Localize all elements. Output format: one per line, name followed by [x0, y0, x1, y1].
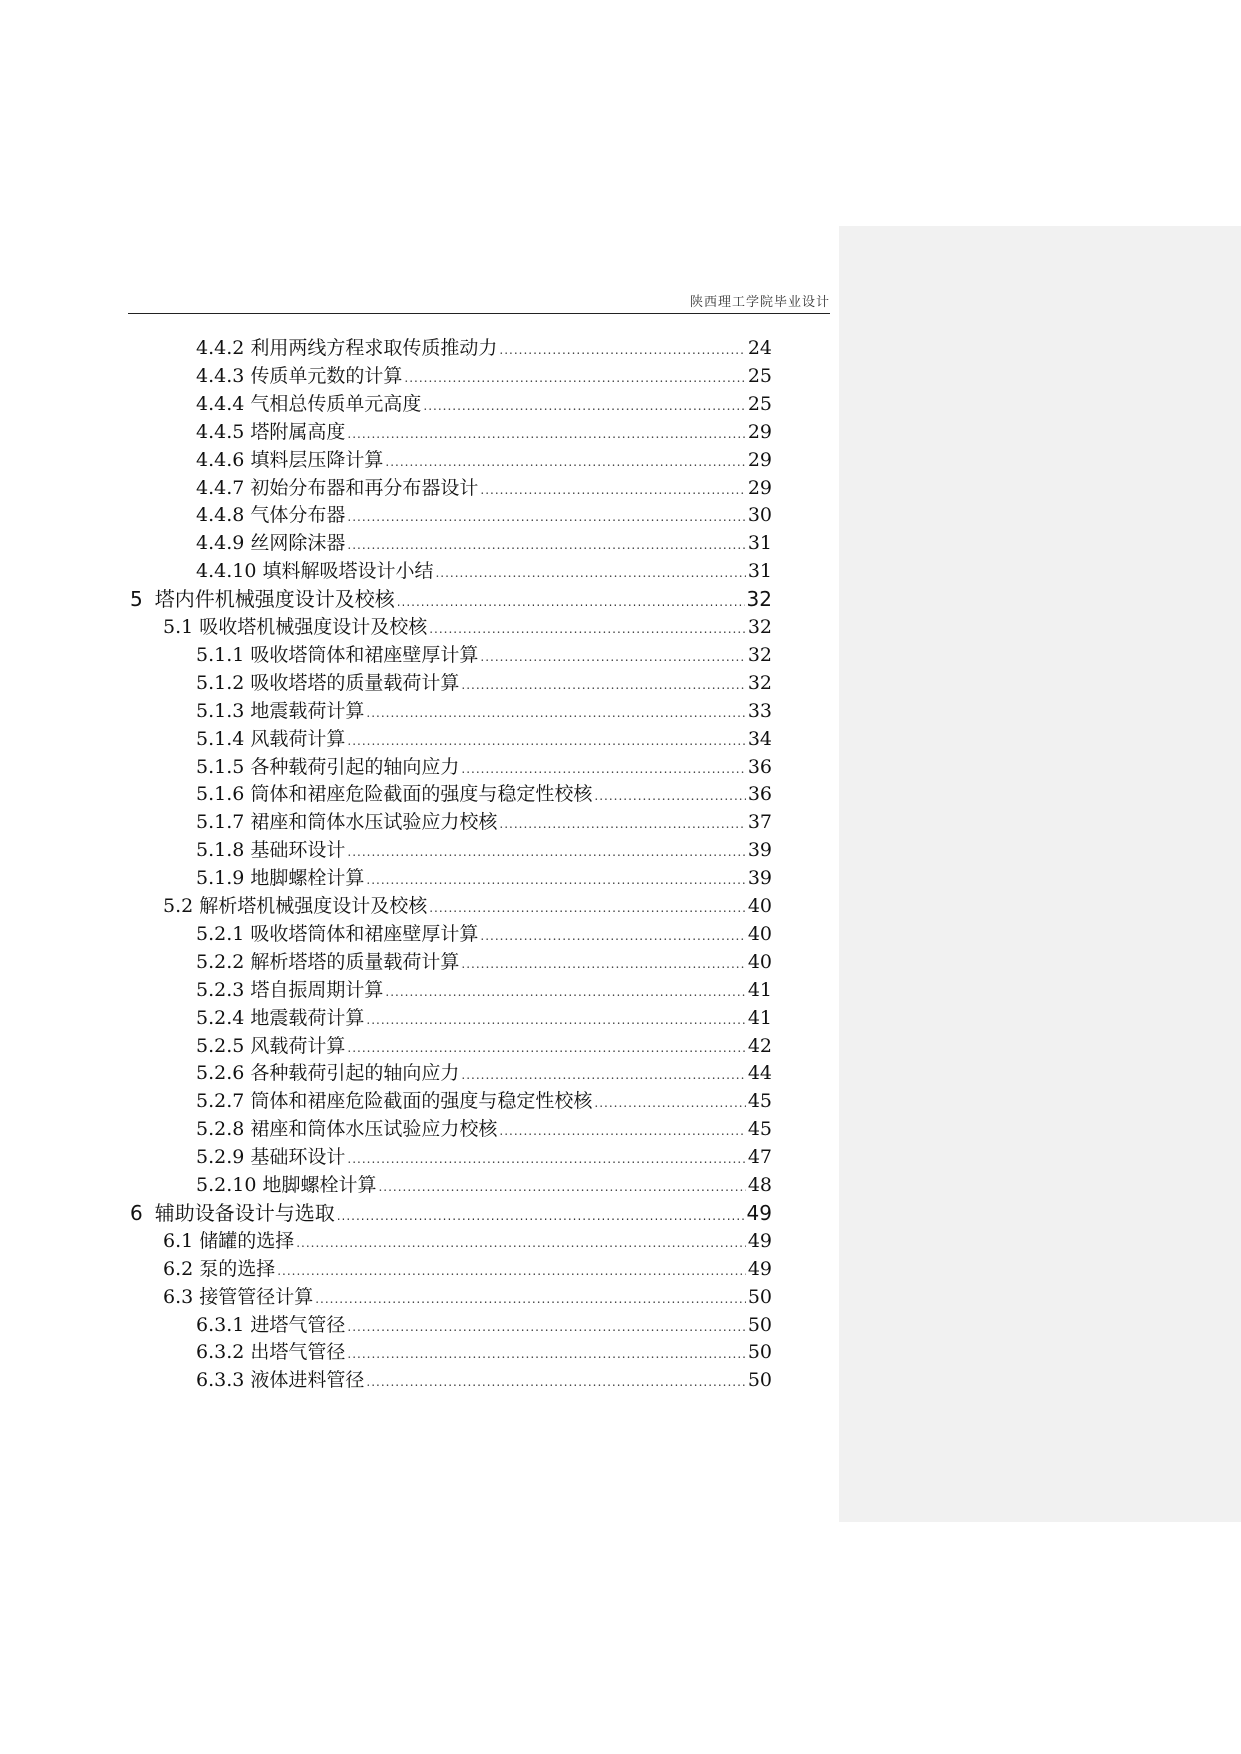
toc-entry-page: 42 — [747, 1034, 772, 1057]
toc-entry-number: 5.2.3 — [196, 978, 245, 1001]
toc-entry[interactable] — [196, 1005, 772, 1031]
toc-entry-page: 29 — [747, 448, 772, 471]
toc-entry[interactable] — [196, 1144, 772, 1170]
dot-leader — [347, 1035, 745, 1061]
toc-entry-number: 4.4.9 — [196, 532, 245, 555]
toc-entry-page: 39 — [747, 839, 772, 862]
dot-leader — [385, 979, 745, 1005]
toc-entry-number: 6.3.2 — [196, 1341, 245, 1364]
toc-entry[interactable] — [163, 1228, 772, 1254]
dot-leader — [480, 644, 745, 670]
toc-entry-title: 吸收塔塔的质量载荷计算 — [250, 671, 460, 694]
page-header — [128, 291, 830, 314]
toc-entry-number: 6.3 — [163, 1285, 194, 1308]
toc-entry-page: 32 — [747, 643, 772, 666]
toc-entry-number: 6.3.3 — [196, 1369, 245, 1392]
toc-entry-page: 32 — [746, 587, 772, 612]
toc-entry[interactable] — [196, 419, 772, 445]
toc-entry[interactable] — [196, 1033, 772, 1059]
toc-entry-number: 5.2.7 — [196, 1090, 245, 1113]
dot-leader — [277, 1258, 746, 1284]
toc-entry[interactable] — [163, 893, 772, 919]
toc-entry-page: 49 — [747, 1229, 772, 1252]
toc-entry[interactable] — [196, 475, 772, 501]
toc-entry-number: 5.1.2 — [196, 671, 245, 694]
toc-entry-page: 40 — [747, 922, 772, 945]
toc-entry-page: 40 — [747, 895, 772, 917]
toc-entry-page: 50 — [747, 1341, 772, 1364]
toc-entry-title: 风载荷计算 — [250, 727, 346, 750]
toc-entry-number: 5.1.5 — [196, 755, 245, 778]
toc-entry-title: 吸收塔筒体和裙座壁厚计算 — [250, 922, 479, 945]
toc-entry-title: 裙座和筒体水压试验应力校核 — [250, 1118, 498, 1141]
dot-leader — [404, 365, 745, 391]
dot-leader — [480, 923, 745, 949]
header-title: 陕西理工学院毕业设计 — [689, 295, 830, 310]
toc-entry-page: 25 — [747, 364, 772, 387]
toc-entry[interactable] — [196, 363, 772, 389]
toc-entry[interactable] — [196, 391, 772, 417]
toc-entry-number: 5.2.2 — [196, 950, 245, 973]
toc-entry[interactable] — [130, 586, 772, 612]
toc-entry-number: 6.3.1 — [196, 1313, 245, 1336]
toc-entry-page: 36 — [747, 755, 772, 778]
dot-leader — [499, 337, 745, 363]
toc-entry[interactable] — [196, 502, 772, 528]
dot-leader — [461, 1062, 745, 1088]
toc-entry[interactable] — [196, 837, 772, 863]
dot-leader — [366, 867, 745, 893]
toc-entry-title: 筒体和裙座危险截面的强度与稳定性校核 — [250, 1090, 593, 1113]
toc-entry-title: 传质单元数的计算 — [250, 364, 403, 387]
dot-leader — [347, 1146, 745, 1172]
toc-entry-page: 50 — [747, 1313, 772, 1336]
dot-leader — [480, 477, 745, 503]
toc-entry-number: 5.2.10 — [196, 1174, 257, 1196]
toc-entry-title: 塔自振周期计算 — [250, 978, 384, 1001]
toc-entry-page: 34 — [747, 727, 772, 750]
toc-entry[interactable] — [196, 1060, 772, 1086]
toc-entry-number: 5.2.1 — [196, 922, 245, 945]
dot-leader — [347, 532, 745, 558]
toc-entry-number: 5.1.9 — [196, 867, 245, 890]
toc-entry-title: 出塔气管径 — [250, 1341, 346, 1364]
toc-entry-page: 40 — [747, 950, 772, 973]
toc-entry-page: 33 — [747, 699, 772, 722]
dot-leader — [347, 1314, 745, 1340]
toc-entry-title: 各种载荷引起的轴向应力 — [250, 755, 460, 778]
dot-leader — [347, 421, 745, 447]
toc-entry[interactable] — [196, 977, 772, 1003]
toc-entry-title: 基础环设计 — [250, 839, 346, 862]
toc-entry-title: 初始分布器和再分布器设计 — [250, 476, 479, 499]
dot-leader — [499, 1118, 745, 1144]
toc-entry-title: 地脚螺栓计算 — [250, 867, 365, 890]
toc-entry-title: 气体分布器 — [250, 504, 346, 527]
toc-entry-number: 5.1.7 — [196, 811, 245, 834]
toc-entry-title: 填料层压降计算 — [250, 448, 384, 471]
dot-leader — [429, 616, 746, 642]
toc-entry-number: 5.2.9 — [196, 1146, 245, 1169]
comment-pane — [839, 226, 1241, 1522]
dot-leader — [461, 756, 745, 782]
toc-entry-title: 裙座和筒体水压试验应力校核 — [250, 811, 498, 834]
toc-entry[interactable] — [196, 558, 772, 584]
toc-entry-title: 利用两线方程求取传质推动力 — [250, 337, 498, 359]
toc-entry-page: 31 — [747, 532, 772, 555]
toc-entry-page: 30 — [747, 504, 772, 527]
toc-entry[interactable] — [130, 1200, 772, 1226]
toc-entry-title: 吸收塔机械强度设计及校核 — [199, 616, 428, 638]
toc-entry-title: 液体进料管径 — [250, 1369, 365, 1392]
toc-entry-title: 解析塔塔的质量载荷计算 — [250, 950, 460, 973]
toc-entry[interactable] — [163, 614, 772, 640]
toc-entry-number: 4.4.4 — [196, 392, 245, 415]
dot-leader — [385, 449, 745, 475]
toc-entry-title: 基础环设计 — [250, 1146, 346, 1169]
toc-entry-page: 31 — [747, 560, 772, 583]
toc-entry[interactable] — [196, 1339, 772, 1365]
toc-entry-number: 5.1.1 — [196, 643, 245, 666]
toc-entry-number: 4.4.2 — [196, 337, 245, 359]
toc-entry-number: 4.4.6 — [196, 448, 245, 471]
toc-entry[interactable] — [196, 809, 772, 835]
toc-entry[interactable] — [196, 1172, 772, 1198]
toc-entry-title: 丝网除沫器 — [250, 532, 346, 555]
toc-entry-title: 吸收塔筒体和裙座壁厚计算 — [250, 643, 479, 666]
toc-entry[interactable] — [196, 781, 772, 807]
toc-entry-title: 地震载荷计算 — [250, 699, 365, 722]
toc-entry-page: 25 — [747, 392, 772, 415]
toc-entry[interactable] — [196, 698, 772, 724]
dot-leader — [435, 560, 745, 586]
toc-entry-number: 4.4.7 — [196, 476, 245, 499]
toc-entry[interactable] — [196, 754, 772, 780]
toc-entry[interactable] — [196, 447, 772, 473]
toc-entry-page: 29 — [747, 476, 772, 499]
toc-entry[interactable] — [196, 1367, 772, 1393]
toc-entry-title: 塔内件机械强度设计及校核 — [154, 587, 395, 612]
toc-entry[interactable] — [196, 1116, 772, 1142]
toc-entry[interactable] — [196, 530, 772, 556]
dot-leader — [337, 1203, 745, 1229]
toc-entry[interactable] — [196, 949, 772, 975]
dot-leader — [366, 700, 745, 726]
toc-entry[interactable] — [196, 670, 772, 696]
toc-entry-page: 36 — [747, 783, 772, 806]
toc-entry-page: 37 — [747, 811, 772, 834]
dot-leader — [499, 811, 745, 837]
dot-leader — [378, 1174, 745, 1200]
toc-entry-page: 41 — [747, 1006, 772, 1029]
toc-entry-number: 6.1 — [163, 1229, 194, 1252]
toc-entry[interactable] — [163, 1284, 772, 1310]
toc-entry-number: 5.1 — [163, 616, 194, 638]
toc-entry[interactable] — [196, 335, 772, 361]
toc-entry-number: 5.1.6 — [196, 783, 245, 806]
toc-entry-title: 填料解吸塔设计小结 — [262, 560, 434, 583]
toc-entry-number: 4.4.3 — [196, 364, 245, 387]
dot-leader — [397, 589, 745, 615]
dot-leader — [594, 783, 745, 809]
dot-leader — [423, 393, 745, 419]
toc-entry-page: 29 — [747, 420, 772, 443]
toc-entry[interactable] — [163, 1256, 772, 1282]
dot-leader — [315, 1286, 746, 1312]
toc-entry-number: 4.4.5 — [196, 420, 245, 443]
toc-entry[interactable] — [196, 921, 772, 947]
toc-entry-page: 48 — [747, 1174, 772, 1196]
toc-entry-page: 32 — [747, 616, 772, 638]
dot-leader — [461, 672, 745, 698]
toc-entry-page: 39 — [747, 867, 772, 890]
toc-entry-number: 4.4.10 — [196, 560, 257, 583]
dot-leader — [366, 1369, 745, 1395]
toc-entry-title: 储罐的选择 — [199, 1229, 295, 1252]
dot-leader — [594, 1090, 745, 1116]
toc-entry-number: 5.1.3 — [196, 699, 245, 722]
toc-entry-page: 45 — [747, 1118, 772, 1141]
toc-entry-number: 5.2.8 — [196, 1118, 245, 1141]
toc-entry-page: 47 — [747, 1146, 772, 1169]
toc-entry-page: 45 — [747, 1090, 772, 1113]
toc-entry-title: 泵的选择 — [199, 1257, 276, 1280]
toc-entry-page: 50 — [747, 1369, 772, 1392]
dot-leader — [347, 728, 745, 754]
toc-entry-title: 各种载荷引起的轴向应力 — [250, 1062, 460, 1085]
toc-entry-page: 50 — [747, 1285, 772, 1308]
dot-leader — [461, 951, 745, 977]
toc-entry-number: 6 — [130, 1200, 143, 1225]
toc-entry-title: 塔附属高度 — [250, 420, 346, 443]
toc-entry[interactable] — [196, 642, 772, 668]
toc-entry-page: 32 — [747, 671, 772, 694]
toc-entry-number: 5.2.5 — [196, 1034, 245, 1057]
toc-entry[interactable] — [196, 1088, 772, 1114]
toc-entry[interactable] — [196, 865, 772, 891]
toc-entry-page: 49 — [747, 1257, 772, 1280]
toc-entry-title: 解析塔机械强度设计及校核 — [199, 895, 428, 917]
toc-entry-title: 气相总传质单元高度 — [250, 392, 422, 415]
dot-leader — [347, 1341, 745, 1367]
dot-leader — [366, 1007, 745, 1033]
toc-entry-page: 49 — [746, 1200, 772, 1225]
toc-entry-number: 5.2.6 — [196, 1062, 245, 1085]
toc-entry-title: 地震载荷计算 — [250, 1006, 365, 1029]
toc-entry-number: 6.2 — [163, 1257, 194, 1280]
toc-entry-title: 地脚螺栓计算 — [262, 1174, 377, 1196]
toc-entry-page: 41 — [747, 978, 772, 1001]
toc-entry-number: 5.1.8 — [196, 839, 245, 862]
toc-entry[interactable] — [196, 726, 772, 752]
toc-entry-number: 5.2.4 — [196, 1006, 245, 1029]
toc-entry-number: 5 — [130, 587, 143, 612]
toc-entry-title: 辅助设备设计与选取 — [154, 1200, 335, 1225]
toc-entry-number: 5.1.4 — [196, 727, 245, 750]
toc-entry-title: 风载荷计算 — [250, 1034, 346, 1057]
toc-entry-page: 44 — [747, 1062, 772, 1085]
dot-leader — [296, 1230, 746, 1256]
toc-entry-number: 4.4.8 — [196, 504, 245, 527]
toc-entry-title: 接管管径计算 — [199, 1285, 314, 1308]
toc-entry-title: 进塔气管径 — [250, 1313, 346, 1336]
dot-leader — [347, 839, 745, 865]
toc-entry-title: 筒体和裙座危险截面的强度与稳定性校核 — [250, 783, 593, 806]
toc-entry-page: 24 — [747, 337, 772, 359]
dot-leader — [429, 895, 746, 921]
toc-entry-number: 5.2 — [163, 895, 194, 917]
toc-entry[interactable] — [196, 1312, 772, 1338]
dot-leader — [347, 504, 745, 530]
